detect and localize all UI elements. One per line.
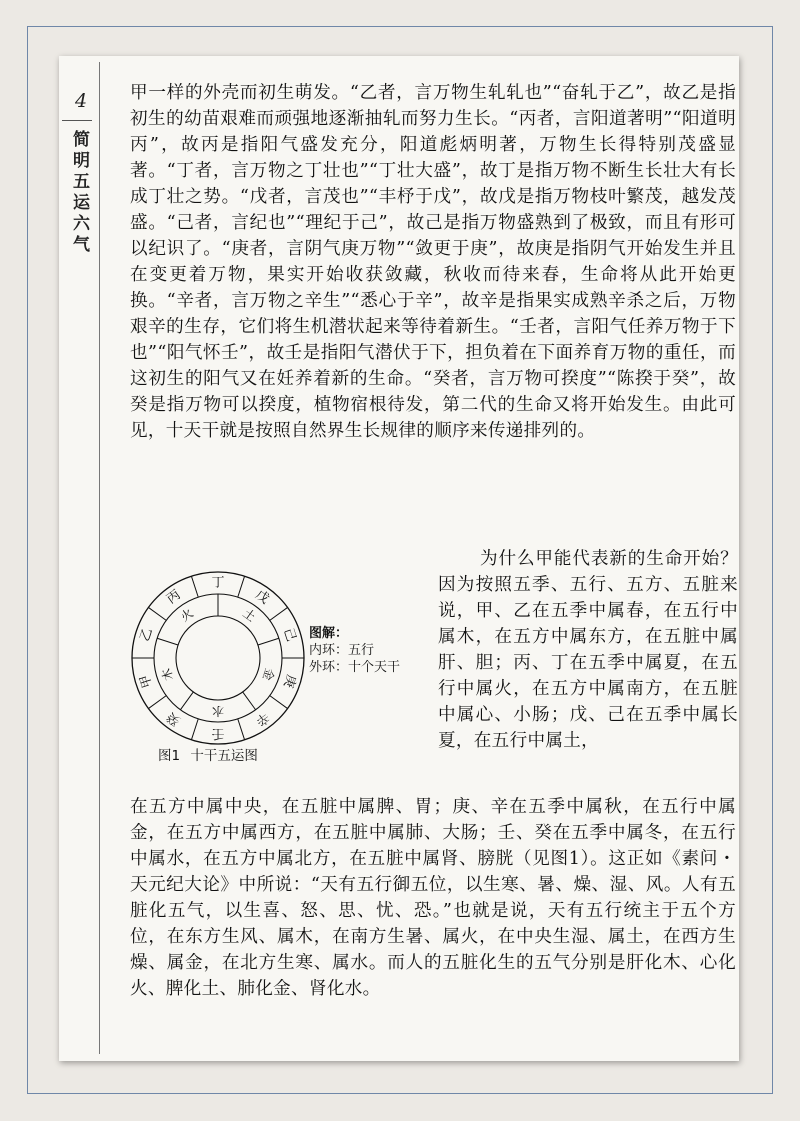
paragraph-3: 在五方中属中央，在五脏中属脾、胃；庚、辛在五季中属秋，在五行中属金，在五方中属西方，在五脏中属肺、大肠；壬、癸在五季中属冬，在五行中属水，在五方中属北方，在五脏中属肾、膀胱（见图1）。这正如《素问・天元纪大论》中所说：“天有五行御五位，以生寒、暑、燥、湿、风。人有五脏化五气，以生喜、怒、思、忧、恐。”也就是说，天有五行统主于五个方位，在东方生风、属木，在南方生暑、属火，在中央生湿、属土，在西方生燥、属金，在北方生寒、属水。而人的五脏化生的五气分别是肝化木、心化火、脾化土、肺化金、肾化水。 xyxy=(130,797,736,999)
figure-caption: 图1 十干五运图 xyxy=(158,748,258,764)
side-divider xyxy=(62,120,92,121)
outer-divider xyxy=(191,576,198,597)
outer-divider xyxy=(148,696,166,709)
page-number: 4 xyxy=(74,90,88,112)
phase-label-2: 金 xyxy=(259,666,277,683)
outer-divider xyxy=(238,719,245,740)
outer-divider xyxy=(148,607,166,620)
ten-stems-five-phases-wheel xyxy=(128,568,308,748)
inner-divider xyxy=(258,638,279,645)
inner-divider xyxy=(243,692,256,710)
phase-label-3: 水 xyxy=(211,704,225,718)
stem-label-3: 庚 xyxy=(280,672,299,690)
outer-divider xyxy=(270,607,288,620)
legend-outer: 外环：十个天干 xyxy=(309,660,401,675)
margin-rule xyxy=(99,62,100,1054)
stem-label-4: 辛 xyxy=(252,708,272,729)
inner-ring xyxy=(176,616,260,700)
stem-label-8: 乙 xyxy=(137,626,156,644)
book-title-vertical: 简明五运六气 xyxy=(69,130,89,256)
phase-label-1: 土 xyxy=(240,605,259,625)
stem-label-5: 壬 xyxy=(211,725,225,741)
outer-divider xyxy=(238,576,245,597)
stem-label-1: 戊 xyxy=(252,587,272,608)
inner-divider xyxy=(157,638,178,645)
phase-label-0: 火 xyxy=(177,605,196,625)
figure-legend xyxy=(309,625,400,676)
stem-label-2: 己 xyxy=(280,626,299,644)
outer-divider xyxy=(191,719,198,740)
paragraph-2: 为什么甲能代表新的生命开始？因为按照五季、五行、五方、五脏来说，甲、乙在五季中属春，在五行中属木，在五方中属东方，在五脏中属肝、胆；丙、丁在五季中属夏，在五行中属火，在五方中属南方，在五脏中属心、小肠；戊、己在五季中属长夏，在五行中属土， xyxy=(438,549,738,751)
stem-label-6: 癸 xyxy=(164,708,184,729)
paragraph-1: 甲一样的外壳而初生萌发。“乙者，言万物生轧轧也”“奋轧于乙”，故乙是指初生的幼苗艰难而顽强地逐渐抽轧而努力生长。“丙者，言阳道著明”“阳道明丙”，故丙是指阳气盛发充分，阳道彪炳明著，万物生长得特别茂盛显著。“丁者，言万物之丁壮也”“丁壮大盛”，故丁是指万物不断生长壮大有长成丁壮之势。“戊者，言茂也”“丰杼于戊”，故戊是指万物枝叶繁茂，越发茂盛。“己者，言纪也”“理纪于己”，故己是指万物盛熟到了极致，而且有形可以纪识了。“庚者，言阴气庚万物”“敛更于庚”，故庚是指阴气开始发生并且在变更着万物，果实开始收获敛藏，秋收而待来春，生命将从此开始更换。“辛者，言万物之辛生”“悉心于辛”，故辛是指果实成熟辛杀之后，万物艰辛的生存，它们将生机潜状起来等待着新生。“壬者，言阳气任养万物于下也”“阳气怀壬”，故壬是指阳气潜伏于下，担负着在下面养育万物的重任，而这初生的阳气又在妊养着新的生命。“癸者，言万物可揆度”“陈揆于癸”，故癸是指万物可以揆度，植物宿根待发，第二代的生命又将开始发生。由此可见，十天干就是按照自然界生长规律的顺序来传递排列的。 xyxy=(130,83,736,441)
legend-inner: 内环：五行 xyxy=(309,643,375,658)
outer-divider xyxy=(270,696,288,709)
stem-label-9: 丙 xyxy=(164,587,184,608)
stem-label-0: 丁 xyxy=(211,575,225,591)
stem-label-7: 甲 xyxy=(137,672,156,690)
phase-label-4: 木 xyxy=(159,666,177,683)
inner-divider xyxy=(180,692,193,710)
legend-title: 图解： xyxy=(309,626,349,641)
